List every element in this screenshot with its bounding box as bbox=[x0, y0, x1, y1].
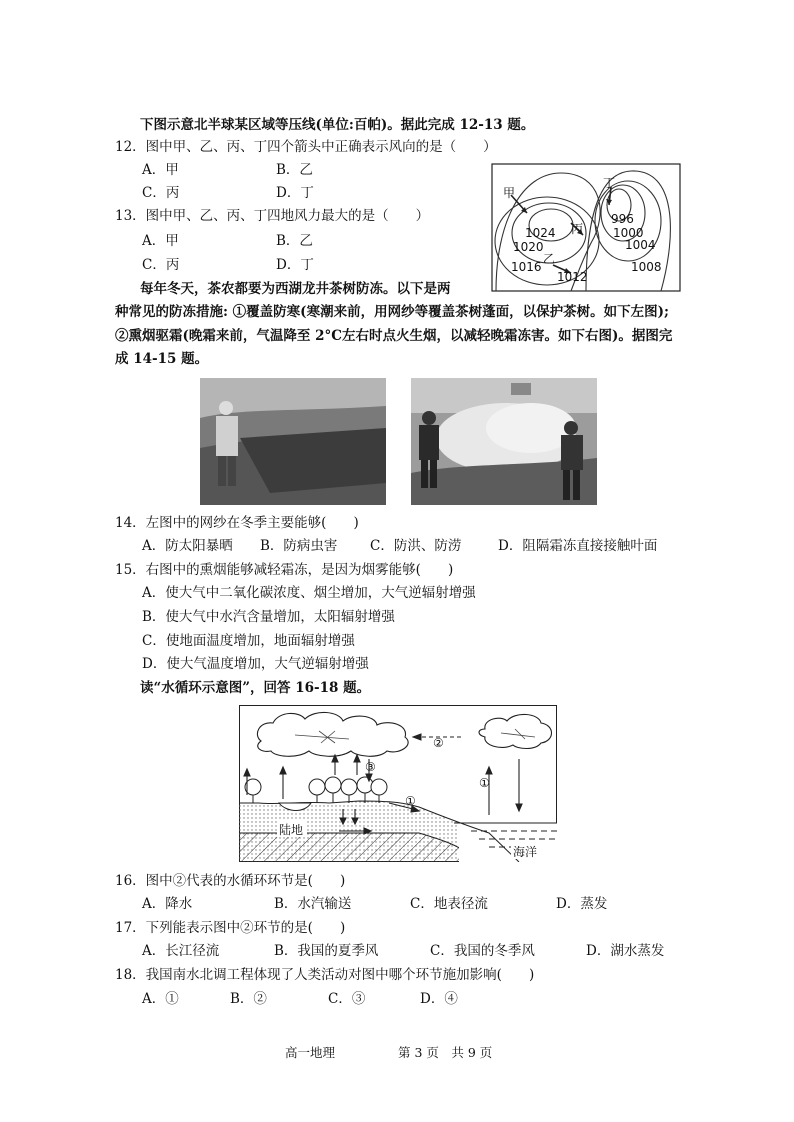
q17-option-c: C．我国的冬季风 bbox=[430, 943, 535, 959]
isobar-1020: 1020 bbox=[513, 240, 544, 254]
q18-option-a: A．① bbox=[142, 991, 179, 1007]
label-yi: 乙 bbox=[543, 252, 556, 266]
q12-option-d: D．丁 bbox=[276, 185, 314, 201]
question-15-stem: 15．右图中的熏烟能够减轻霜冻，是因为烟雾能够( ) bbox=[115, 562, 454, 578]
question-14-stem: 14．左图中的网纱在冬季主要能够( ) bbox=[115, 515, 359, 531]
section-intro-12-13: 下图示意北半球某区域等压线(单位:百帕)。据此完成 12-13 题。 bbox=[140, 117, 535, 133]
footer-subject: 高一地理 bbox=[285, 1045, 336, 1060]
q13-option-a: A．甲 bbox=[142, 233, 179, 249]
q13-option-b: B．乙 bbox=[276, 233, 313, 249]
photo-smoke-against-frost bbox=[411, 378, 597, 505]
isobar-996: 996 bbox=[611, 212, 634, 226]
q17-option-a: A．长江径流 bbox=[142, 943, 220, 959]
label-ocean: 海洋 bbox=[513, 845, 538, 859]
q16-option-d: D．蒸发 bbox=[556, 896, 608, 912]
footer-page-number: 第 3 页 共 9 页 bbox=[398, 1045, 493, 1060]
section-intro-14-15-line2: 种常见的防冻措施: ①覆盖防寒(寒潮来前，用网纱等覆盖茶树蓬面，以保护茶树。如下左图); bbox=[115, 304, 669, 320]
label-land: 陆地 bbox=[279, 823, 304, 837]
q18-option-b: B．② bbox=[230, 991, 267, 1007]
q16-option-a: A．降水 bbox=[142, 896, 193, 912]
q16-option-b: B．水汽输送 bbox=[274, 896, 352, 912]
q14-option-b: B．防病虫害 bbox=[260, 538, 338, 554]
q17-option-d: D．湖水蒸发 bbox=[586, 943, 665, 959]
label-ding: 丁 bbox=[603, 176, 616, 190]
marker-1-land: ① bbox=[405, 794, 416, 808]
question-17-stem: 17．下列能表示图中②环节的是( ) bbox=[115, 920, 346, 936]
q13-option-d: D．丁 bbox=[276, 257, 314, 273]
q16-option-c: C．地表径流 bbox=[410, 896, 488, 912]
q15-option-d: D．使大气温度增加，大气逆辐射增强 bbox=[142, 656, 369, 672]
q15-option-a: A．使大气中二氧化碳浓度、烟尘增加，大气逆辐射增强 bbox=[142, 585, 476, 601]
section-intro-14-15-line1: 每年冬天，茶农都要为西湖龙井茶树防冻。以下是两 bbox=[140, 281, 451, 297]
section-intro-14-15-line3: ②熏烟驱霜(晚霜来前，气温降至 2°C左右时点火生烟，以减轻晚霜冻害。如下右图)。据图完 bbox=[115, 328, 673, 344]
q14-option-c: C．防洪、防涝 bbox=[370, 538, 462, 554]
isobar-1008: 1008 bbox=[631, 260, 662, 274]
photo-net-covering-tea bbox=[200, 378, 386, 505]
isobar-1024: 1024 bbox=[525, 226, 556, 240]
label-jia: 甲 bbox=[503, 186, 516, 200]
question-16-stem: 16．图中②代表的水循环环节是( ) bbox=[115, 873, 346, 889]
q17-option-b: B．我国的夏季风 bbox=[274, 943, 379, 959]
q13-option-c: C．丙 bbox=[142, 257, 180, 273]
q14-option-d: D．阻隔霜冻直接接触叶面 bbox=[498, 538, 658, 554]
isobar-1004: 1004 bbox=[625, 238, 656, 252]
q15-option-b: B．使大气中水汽含量增加，太阳辐射增强 bbox=[142, 609, 395, 625]
q18-option-c: C．③ bbox=[328, 991, 366, 1007]
q12-option-a: A．甲 bbox=[142, 162, 179, 178]
water-cycle-diagram bbox=[239, 705, 557, 862]
marker-1-ocean: ① bbox=[479, 776, 490, 790]
q12-option-b: B．乙 bbox=[276, 162, 313, 178]
label-bing: 丙 bbox=[571, 222, 584, 236]
isobar-1012: 1012 bbox=[557, 270, 588, 284]
section-intro-16-18: 读“水循环示意图”，回答 16-18 题。 bbox=[140, 680, 371, 696]
marker-2: ② bbox=[433, 736, 444, 750]
question-13-stem: 13．图中甲、乙、丙、丁四地风力最大的是（ ） bbox=[115, 208, 430, 224]
isobar-1000: 1000 bbox=[613, 226, 644, 240]
section-intro-14-15-line4: 成 14-15 题。 bbox=[115, 351, 209, 367]
marker-3: ③ bbox=[365, 760, 376, 774]
q18-option-d: D．④ bbox=[420, 991, 458, 1007]
q15-option-c: C．使地面温度增加，地面辐射增强 bbox=[142, 633, 355, 649]
question-18-stem: 18．我国南水北调工程体现了人类活动对图中哪个环节施加影响( ) bbox=[115, 967, 535, 983]
q12-option-c: C．丙 bbox=[142, 185, 180, 201]
question-12-stem: 12．图中甲、乙、丙、丁四个箭头中正确表示风向的是（ ） bbox=[115, 139, 497, 155]
q14-option-a: A．防太阳暴晒 bbox=[142, 538, 233, 554]
isobar-map bbox=[491, 163, 681, 293]
isobar-1016: 1016 bbox=[511, 260, 542, 274]
